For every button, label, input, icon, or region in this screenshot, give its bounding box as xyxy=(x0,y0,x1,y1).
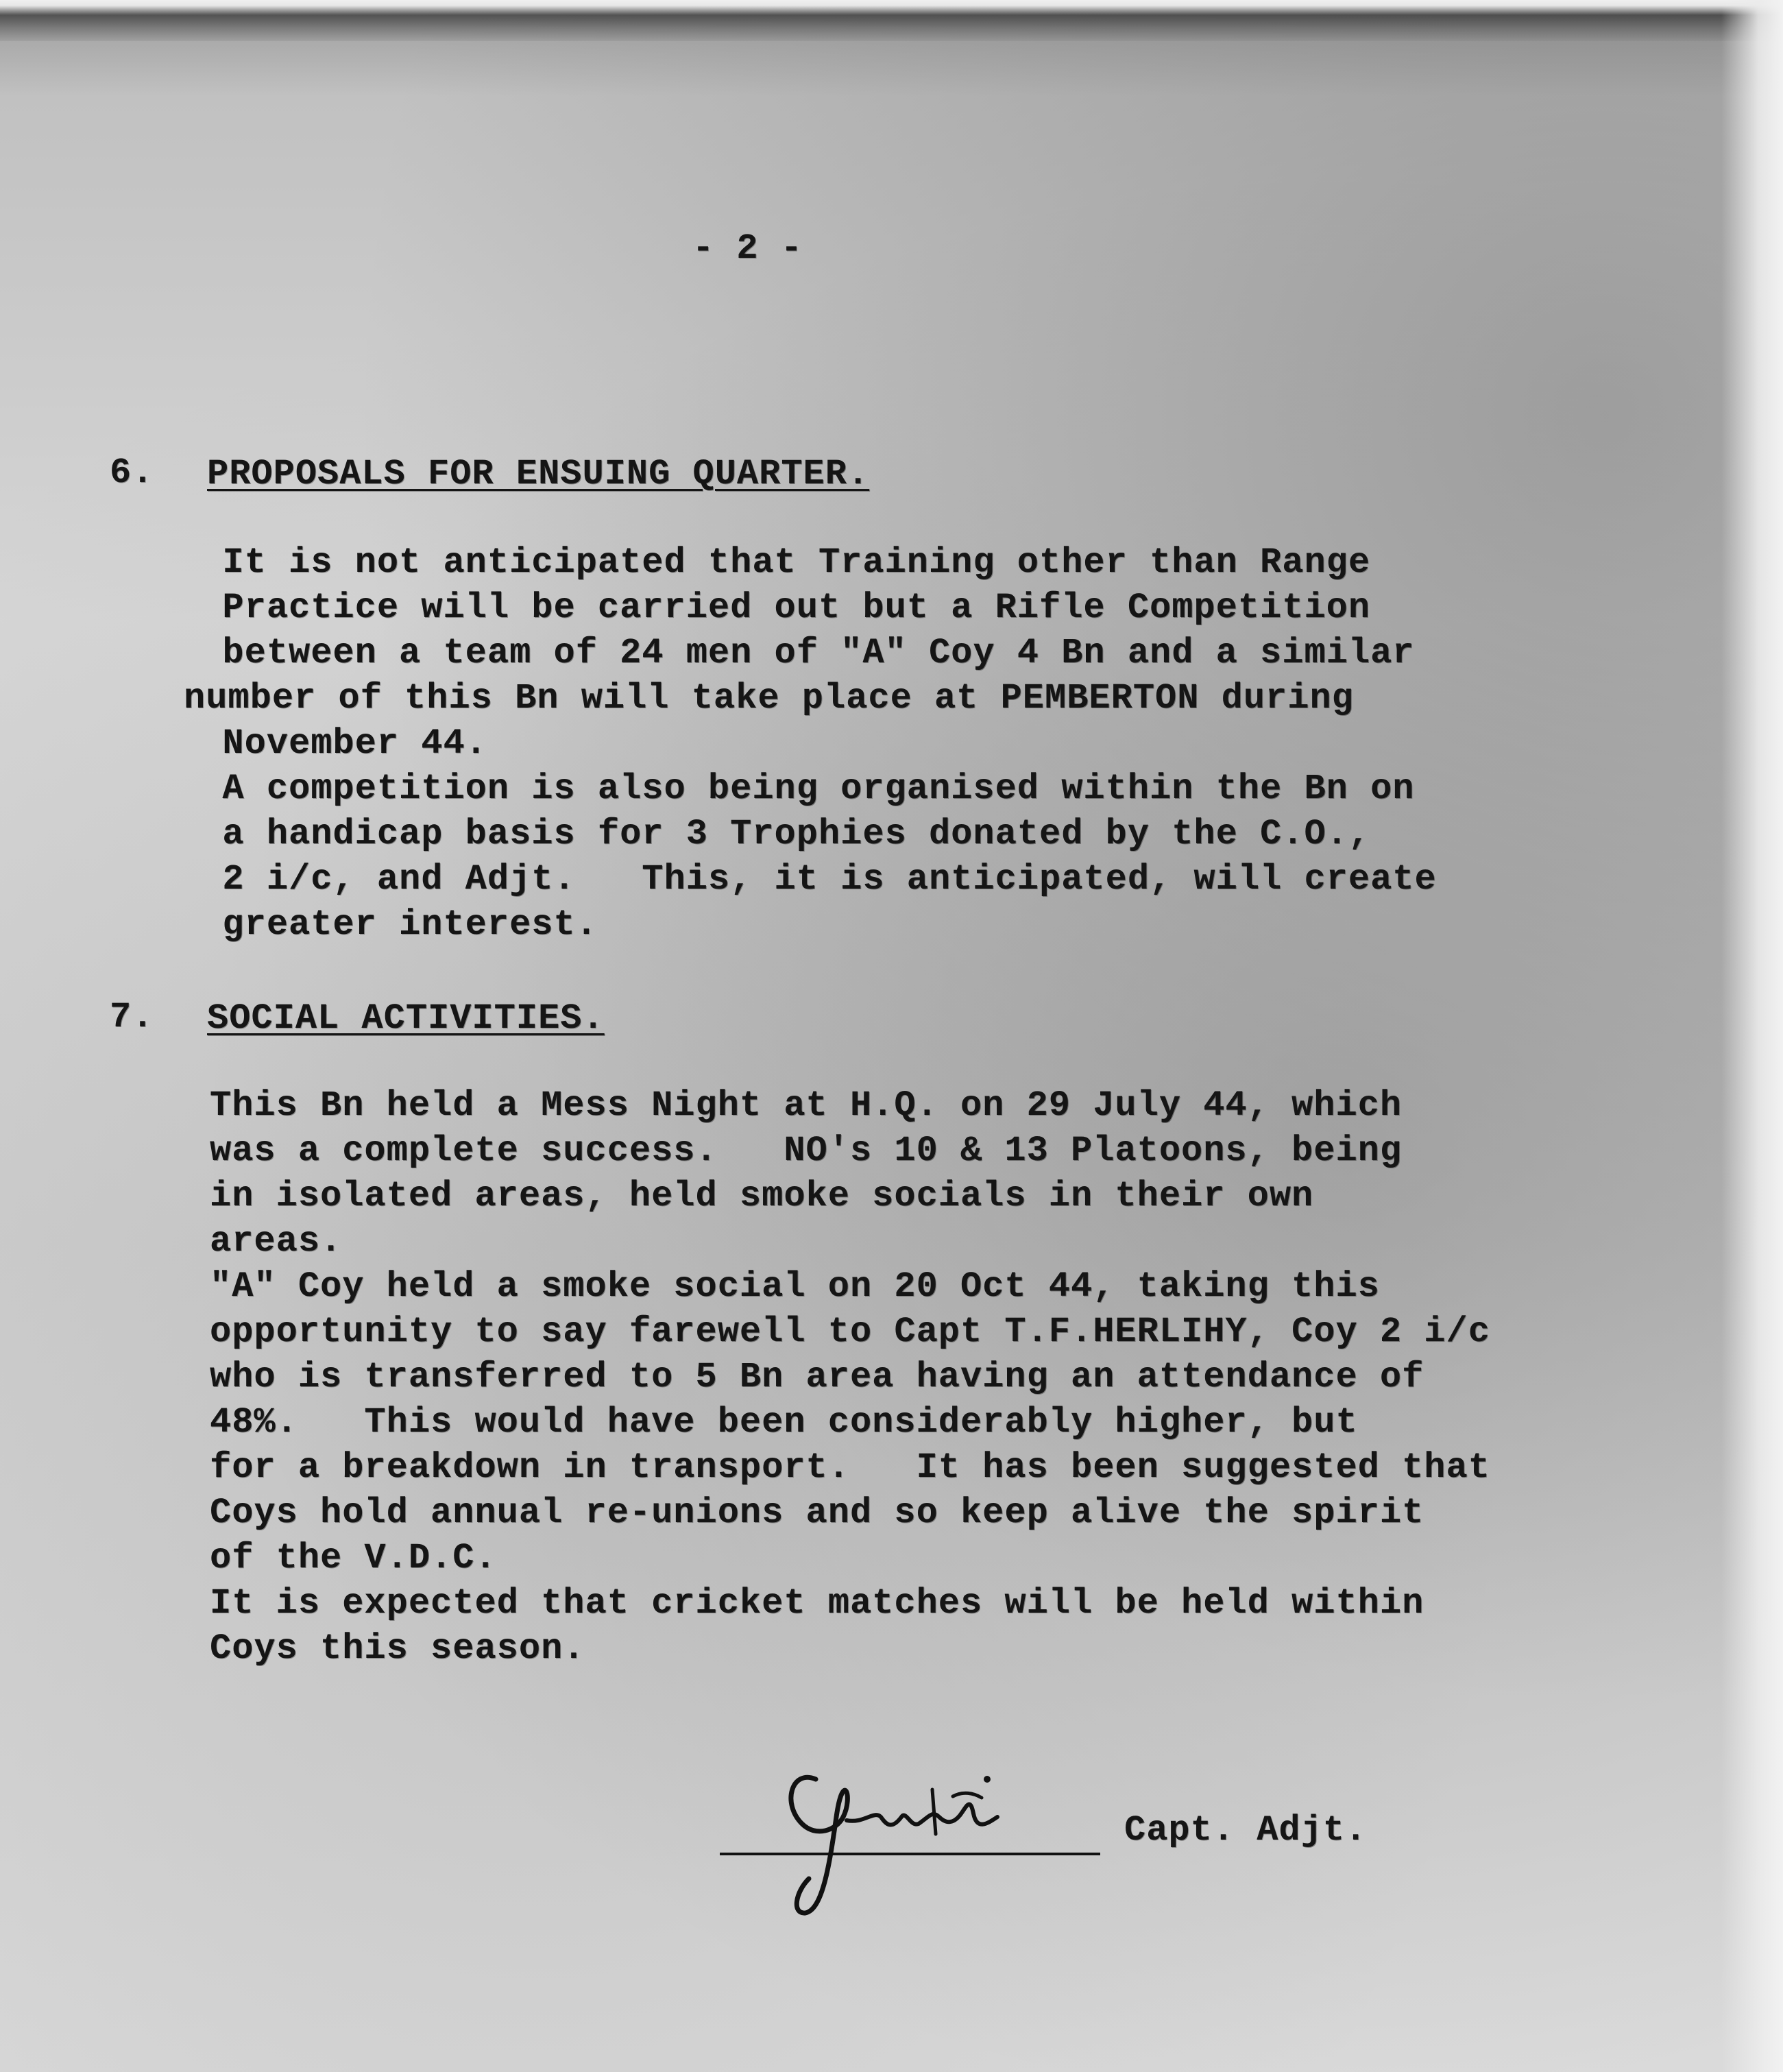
page-number: - 2 - xyxy=(692,228,803,269)
section-6-line: It is not anticipated that Training other than Range xyxy=(178,542,1371,583)
section-6-line: a handicap basis for 3 Trophies donated by the C.O., xyxy=(178,814,1371,854)
section-7-line: opportunity to say farewell to Capt T.F.HERLIHY, Coy 2 i/c xyxy=(210,1312,1490,1352)
paper-right-edge xyxy=(1721,0,1783,2072)
section-6-line: A competition is also being organised within the Bn on xyxy=(178,769,1415,809)
section-7-line: Coys hold annual re-unions and so keep alive the spirit xyxy=(210,1493,1424,1533)
section-7-line: areas. xyxy=(210,1221,343,1262)
section-7-line: Coys this season. xyxy=(210,1628,585,1669)
section-6-line: number of this Bn will take place at PEMBERTON during xyxy=(184,678,1354,719)
section-6-line: between a team of 24 men of "A" Coy 4 Bn and a similar xyxy=(178,633,1415,673)
section-7-line: "A" Coy held a smoke social on 20 Oct 44, taking this xyxy=(210,1266,1380,1307)
section-6-line: Practice will be carried out but a Rifle Competition xyxy=(178,588,1371,628)
section-7-line: This Bn held a Mess Night at H.Q. on 29 July 44, which xyxy=(210,1085,1403,1126)
signature-line xyxy=(720,1853,1100,1855)
section-7-line: who is transferred to 5 Bn area having an attendance of xyxy=(210,1357,1424,1397)
section-7-line: It is expected that cricket matches will be held within xyxy=(210,1583,1424,1624)
section-6-line: 2 i/c, and Adjt. This, it is anticipated, will create xyxy=(178,859,1437,900)
section-7-line: for a breakdown in transport. It has been suggested that xyxy=(210,1447,1490,1488)
section-7-line: was a complete success. NO's 10 & 13 Platoons, being xyxy=(210,1131,1403,1171)
section-6-heading: PROPOSALS FOR ENSUING QUARTER. xyxy=(207,454,870,494)
section-6-line: November 44. xyxy=(178,723,487,764)
section-6-line: greater interest. xyxy=(178,904,598,945)
handwritten-signature xyxy=(727,1714,1111,1920)
section-7-line: of the V.D.C. xyxy=(210,1538,497,1578)
section-7-heading: SOCIAL ACTIVITIES. xyxy=(207,998,605,1039)
section-7-line: in isolated areas, held smoke socials in their own xyxy=(210,1176,1314,1216)
paper-top-fold xyxy=(0,0,1783,41)
section-6-number: 6. xyxy=(110,453,154,493)
signoff-title: Capt. Adjt. xyxy=(1124,1810,1368,1851)
section-7-number: 7. xyxy=(110,997,154,1037)
section-7-line: 48%. This would have been considerably higher, but xyxy=(210,1402,1358,1443)
